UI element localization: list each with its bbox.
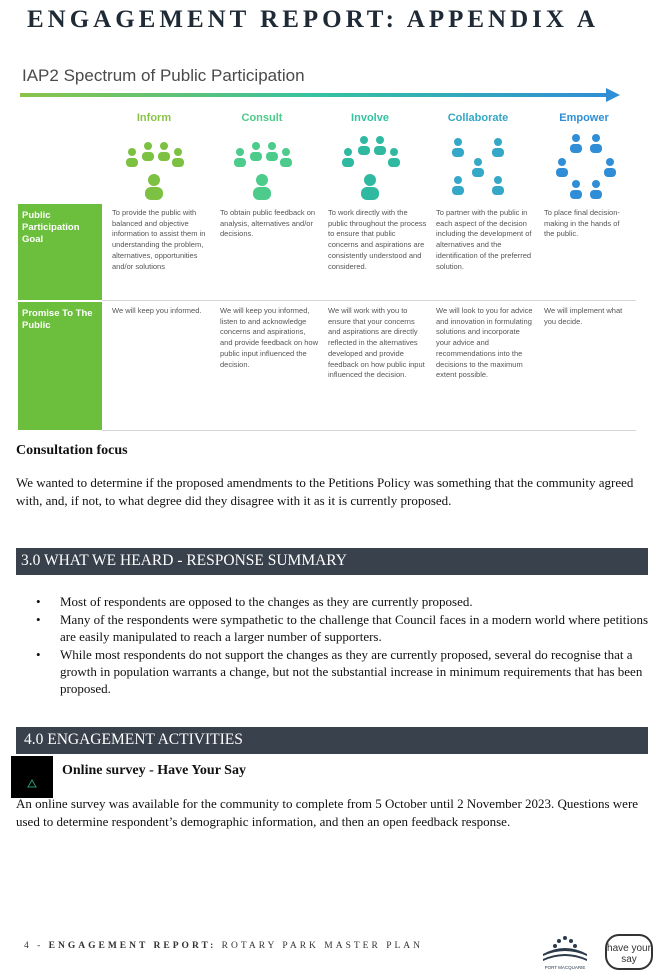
level-consult: Consult [241, 112, 283, 124]
row-divider [102, 430, 636, 431]
promise-row-label: Promise To The Public [18, 300, 102, 430]
promise-consult: We will keep you informed, listen to and acknowledge concerns and aspirations, and provide feedback on how public input influenced the decision. [220, 306, 318, 369]
goal-collaborate: To partner with the public in each aspect of the decision including the development of alternatives and the identification of the preferred solution. [436, 208, 532, 271]
online-survey-title: Online survey - Have Your Say [62, 763, 246, 778]
goal-consult: To obtain public feedback on analysis, alternatives and/or decisions. [220, 208, 316, 239]
footer-project-name: ROTARY PARK MASTER PLAN [216, 941, 423, 951]
survey-icon [11, 756, 53, 798]
promise-inform: We will keep you informed. [112, 306, 202, 315]
footer-report-label: ENGAGEMENT REPORT: [48, 941, 217, 951]
promise-involve: We will work with you to ensure that your concerns and aspirations are directly reflected in the alternatives developed and provide feedback on how public input influenced the decision. [328, 306, 425, 380]
spectrum-title: IAP2 Spectrum of Public Participation [22, 66, 305, 85]
level-inform: Inform [136, 112, 172, 124]
empower-people-icon [556, 132, 616, 200]
row-divider [102, 300, 636, 301]
consultation-focus-text: We wanted to determine if the proposed amendments to the Petitions Policy was something that the community agreed with, and, if not, to what degree did they disagree with it as it is currently proposed. [16, 475, 634, 508]
port-macquarie-logo [537, 934, 593, 970]
footer-separator: - [31, 941, 49, 951]
level-collaborate: Collaborate [447, 112, 509, 124]
list-item: • Most of respondents are opposed to the changes as they are currently proposed. [16, 593, 656, 610]
warning-icon [11, 756, 53, 798]
page-number: 4 [24, 941, 32, 951]
have-your-say-logo: have your say [605, 934, 653, 970]
section-4-heading: 4.0 ENGAGEMENT ACTIVITIES [16, 727, 648, 754]
online-survey-text: An online survey was available for the community to complete from 5 October until 2 November 2023. Questions were used to determine respondent’s demographic information, and then an open feedback response. [16, 796, 639, 829]
iap2-spectrum-figure [18, 62, 636, 434]
document-title: ENGAGEMENT REPORT: APPENDIX A [27, 6, 599, 33]
list-item: • Many of the respondents were sympathetic to the challenge that Council faces in a modern world where petitions are easily manipulated to reach a larger number of supporters. [16, 611, 656, 645]
goal-involve: To work directly with the public throughout the process to ensure that public concerns and aspirations are consistently understood and considered. [328, 208, 427, 271]
promise-empower: We will implement what you decide. [544, 306, 623, 326]
level-involve: Involve [351, 112, 389, 124]
response-summary-list [16, 593, 656, 698]
goal-empower: To place final decision-making in the hands of the public. [544, 208, 620, 239]
port-macquarie-logo-text: PORT MACQUARIE [544, 965, 586, 970]
spectrum-arrow [20, 88, 620, 102]
goal-inform: To provide the public with balanced and objective information to assist them in understanding the problem, alternatives, opportunities and/or solutions [112, 208, 206, 271]
promise-collaborate: We will look to you for advice and innovation in formulating solutions and incorporate your advice and recommendations into the decisions to the maximum extent possible. [436, 306, 533, 380]
consultation-focus-heading: Consultation focus [16, 443, 128, 458]
goal-row-label: Public Participation Goal [18, 204, 102, 300]
section-3-heading: 3.0 WHAT WE HEARD - RESPONSE SUMMARY [16, 548, 648, 575]
collaborate-people-icon [448, 132, 508, 200]
inform-people-icon [124, 132, 184, 200]
page-footer [24, 941, 423, 951]
involve-people-icon [340, 132, 400, 200]
level-empower: Empower [559, 112, 609, 124]
list-item: • While most respondents do not support the changes as they are currently proposed, several do recognise that a growth in population warrants a change, but not the substantial increase in minimum requirements that has been proposed. [16, 646, 656, 697]
consult-people-icon [232, 132, 292, 200]
